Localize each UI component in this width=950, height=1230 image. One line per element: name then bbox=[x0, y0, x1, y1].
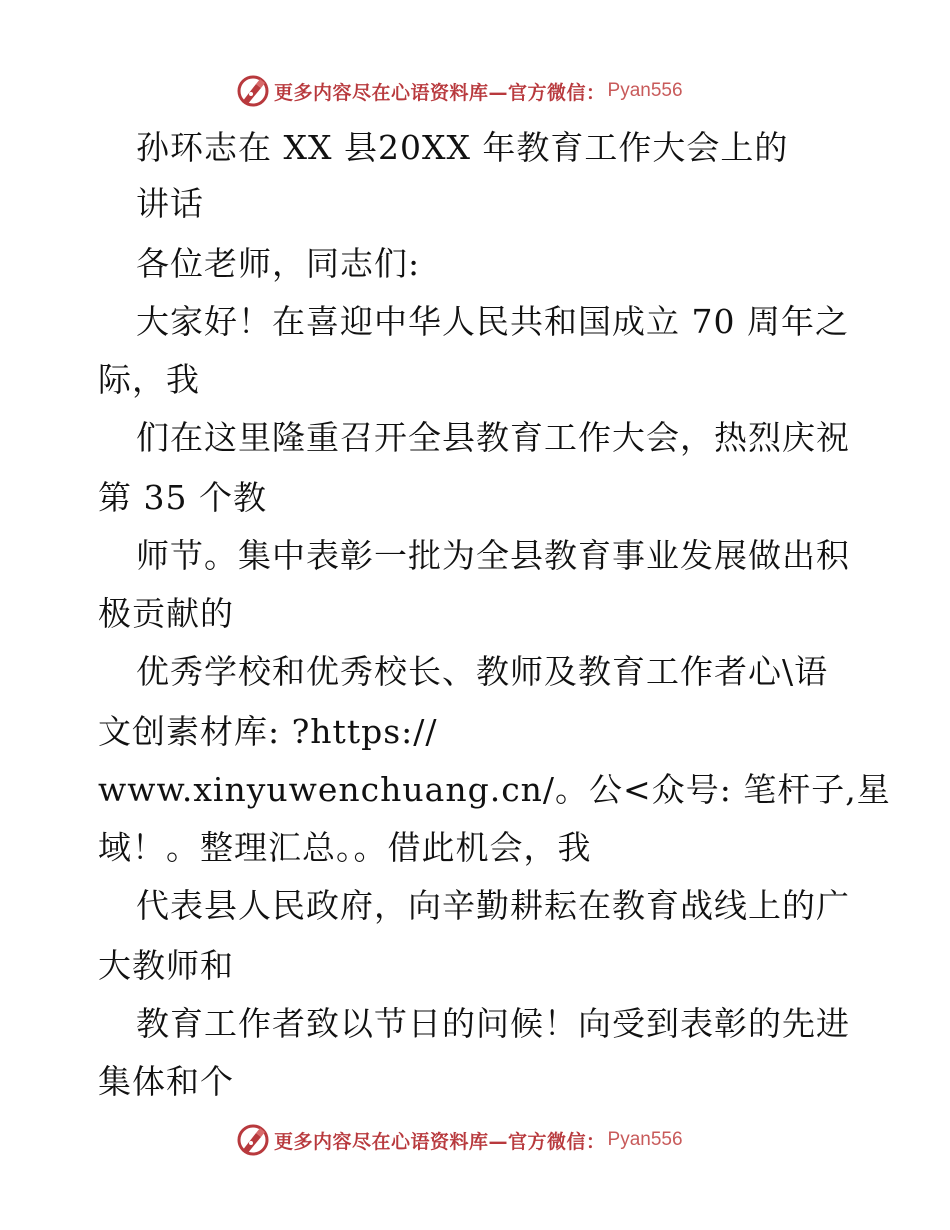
pen-logo-icon bbox=[236, 74, 270, 108]
text-line: 际，我 bbox=[98, 360, 200, 399]
watermark-wechat-id: Pyan556 bbox=[607, 80, 683, 101]
text-line: 们在这里隆重召开全县教育工作大会，热烈庆祝 bbox=[136, 418, 850, 457]
text-line: 大教师和 bbox=[98, 946, 234, 985]
watermark-wechat-id: Pyan556 bbox=[607, 1129, 683, 1150]
text-line: 大家好！在喜迎中华人民共和国成立 70 周年之 bbox=[136, 302, 849, 341]
text-line: 代表县人民政府，向辛勤耕耘在教育战线上的广 bbox=[136, 886, 850, 925]
text-line: 教育工作者致以节日的问候！向受到表彰的先进 bbox=[136, 1004, 850, 1043]
watermark-text: 更多内容尽在心语资料库—官方微信： bbox=[274, 1130, 606, 1153]
title-line-2: 讲话 bbox=[136, 184, 204, 223]
text-line: 极贡献的 bbox=[98, 594, 234, 633]
text-line: 第 35 个教 bbox=[98, 478, 267, 517]
title-line-1: 孙环志在 XX 县20XX 年教育工作大会上的 bbox=[136, 128, 789, 167]
text-line: 集体和个 bbox=[98, 1062, 234, 1101]
salutation: 各位老师，同志们: bbox=[136, 244, 421, 283]
text-line: 域！。整理汇总。。借此机会，我 bbox=[98, 828, 592, 867]
pen-logo-icon bbox=[236, 1123, 270, 1157]
text-line: 文创素材库: ?https:// bbox=[98, 712, 438, 751]
text-line: 师节。集中表彰一批为全县教育事业发展做出积 bbox=[136, 536, 850, 575]
watermark-header bbox=[236, 73, 683, 109]
watermark-footer bbox=[236, 1122, 683, 1158]
text-line: 优秀学校和优秀校长、教师及教育工作者心\语 bbox=[136, 652, 829, 691]
text-line: www.xinyuwenchuang.cn/。公<众号: 笔杆子,星 bbox=[98, 770, 891, 809]
watermark-text: 更多内容尽在心语资料库—官方微信： bbox=[274, 81, 606, 104]
